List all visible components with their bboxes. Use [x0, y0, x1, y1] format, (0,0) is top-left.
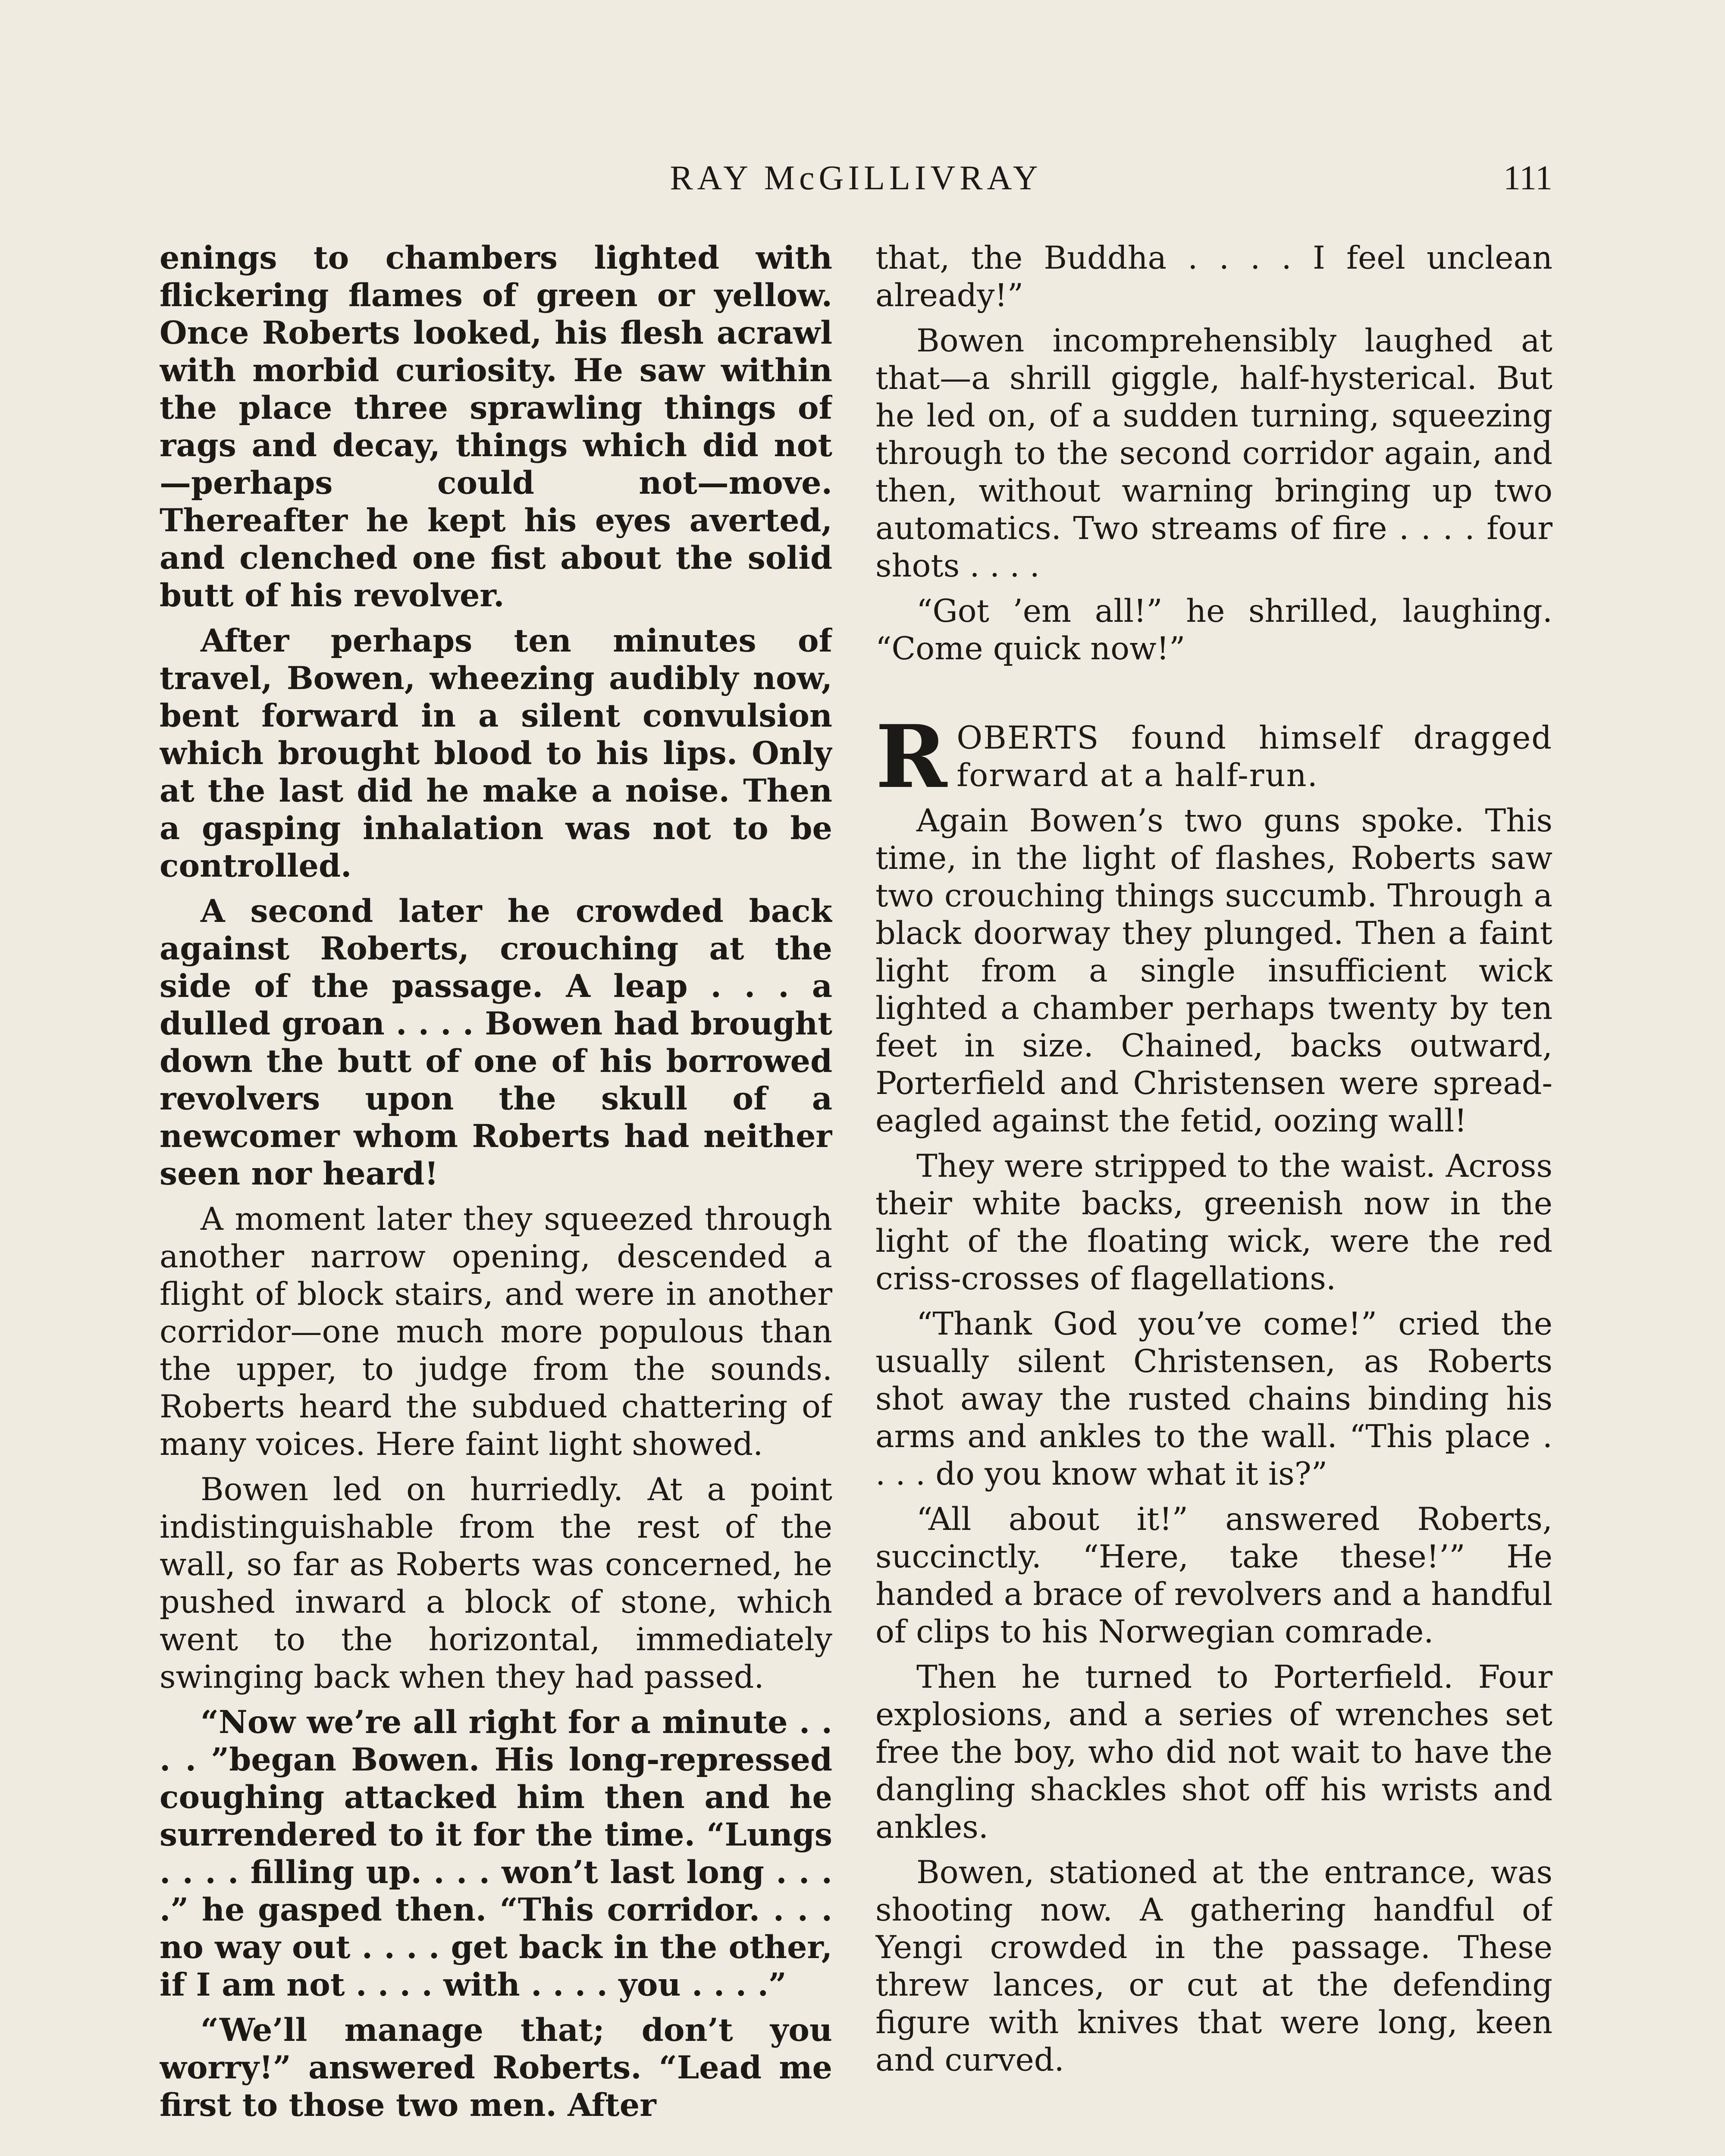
paragraph: Bowen, stationed at the entrance, was shooting now. A gathering handful of Yengi crowded in the passage. These threw lances, or cut at the defending figure with knives that were long, keen and curved. — [875, 1854, 1552, 2078]
drop-cap-continuation: OBERTS found himself dragged forward at a half-run. — [957, 720, 1552, 794]
paragraph: “All about it!” answered Roberts, succinctly. “Here, take these!’” He handed a brace of revolvers and a handful of clips to his Norwegian comrade. — [875, 1501, 1552, 1650]
section-opening-paragraph — [875, 706, 1552, 808]
paragraph: A second later he crowded back against Roberts, crouching at the side of the passage. A leap . . . a dulled groan . . . . Bowen had brought down the butt of one of his borrowed revolvers upon the skull of a newcomer whom Roberts had neither seen nor heard! — [160, 893, 832, 1192]
paragraph: “We’ll manage that; don’t you worry!” answered Roberts. “Lead me first to those two men. After — [160, 2012, 832, 2124]
paragraph: “Now we’re all right for a minute . . . . ”began Bowen. His long-repressed coughing attacked him then and he surrendered to it for the time. “Lungs . . . . filling up. . . . won’t last long . . . .” he gasped then. “This corridor. . . . no way out . . . . get back in the other, if I am not . . . . with . . . . you . . . .” — [160, 1704, 832, 2003]
paragraph: They were stripped to the waist. Across their white backs, greenish now in the light of the floating wick, were the red criss-crosses of flagellations. — [875, 1148, 1552, 1297]
paragraph: “Got ’em all!” he shrilled, laughing. “Come quick now!” — [875, 593, 1552, 667]
paragraph: enings to chambers lighted with flickering flames of green or yellow. Once Roberts looked, his flesh acrawl with morbid curiosity. He saw within the place three sprawling things of rags and decay, things which did not—perhaps could not—move. Thereafter he kept his eyes averted, and clenched one fist about the solid butt of his revolver. — [160, 239, 832, 614]
paragraph: “Thank God you’ve come!” cried the usually silent Christensen, as Roberts shot away the rusted chains binding his arms and ankles to the wall. “This place . . . . do you know what it is?” — [875, 1306, 1552, 1492]
page-number: 111 — [1503, 159, 1552, 197]
paragraph: Again Bowen’s two guns spoke. This time, in the light of flashes, Roberts saw two crouching things succumb. Through a black doorway they plunged. Then a faint light from a single insufficient wick lighted a chamber perhaps twenty by ten feet in size. Chained, backs outward, Porterfield and Christensen were spread-eagled against the fetid, oozing wall! — [875, 802, 1552, 1139]
paragraph: Bowen led on hurriedly. At a point indistinguishable from the rest of the wall, so far as Roberts was concerned, he pushed inward a block of stone, which went to the horizontal, immediately swinging back when they had passed. — [160, 1471, 832, 1695]
paragraph: After perhaps ten minutes of travel, Bowen, wheezing audibly now, bent forward in a silent convulsion which brought blood to his lips. Only at the last did he make a noise. Then a gasping inhalation was not to be controlled. — [160, 622, 832, 884]
paragraph: Then he turned to Porterfield. Four explosions, and a series of wrenches set free the boy, who did not wait to have the dangling shackles shot off his wrists and ankles. — [875, 1659, 1552, 1846]
paragraph: Bowen incomprehensibly laughed at that—a shrill giggle, half-hysterical. But he led on, of a sudden turning, squeezing through to the second corridor again, and then, without warning bringing up two automatics. Two streams of fire . . . . four shots . . . . — [875, 323, 1552, 584]
page-header — [160, 159, 1552, 206]
paragraph: that, the Buddha . . . . I feel unclean already!” — [875, 240, 1552, 314]
right-column — [875, 239, 1552, 2156]
drop-cap: R — [875, 706, 947, 808]
running-head: RAY McGILLIVRAY — [670, 159, 1042, 197]
paragraph: A moment later they squeezed through another narrow opening, descended a flight of block stairs, and were in another corridor—one much more populous than the upper, to judge from the sounds. Roberts heard the subdued chattering of many voices. Here faint light showed. — [160, 1201, 832, 1463]
left-column — [160, 239, 832, 2156]
